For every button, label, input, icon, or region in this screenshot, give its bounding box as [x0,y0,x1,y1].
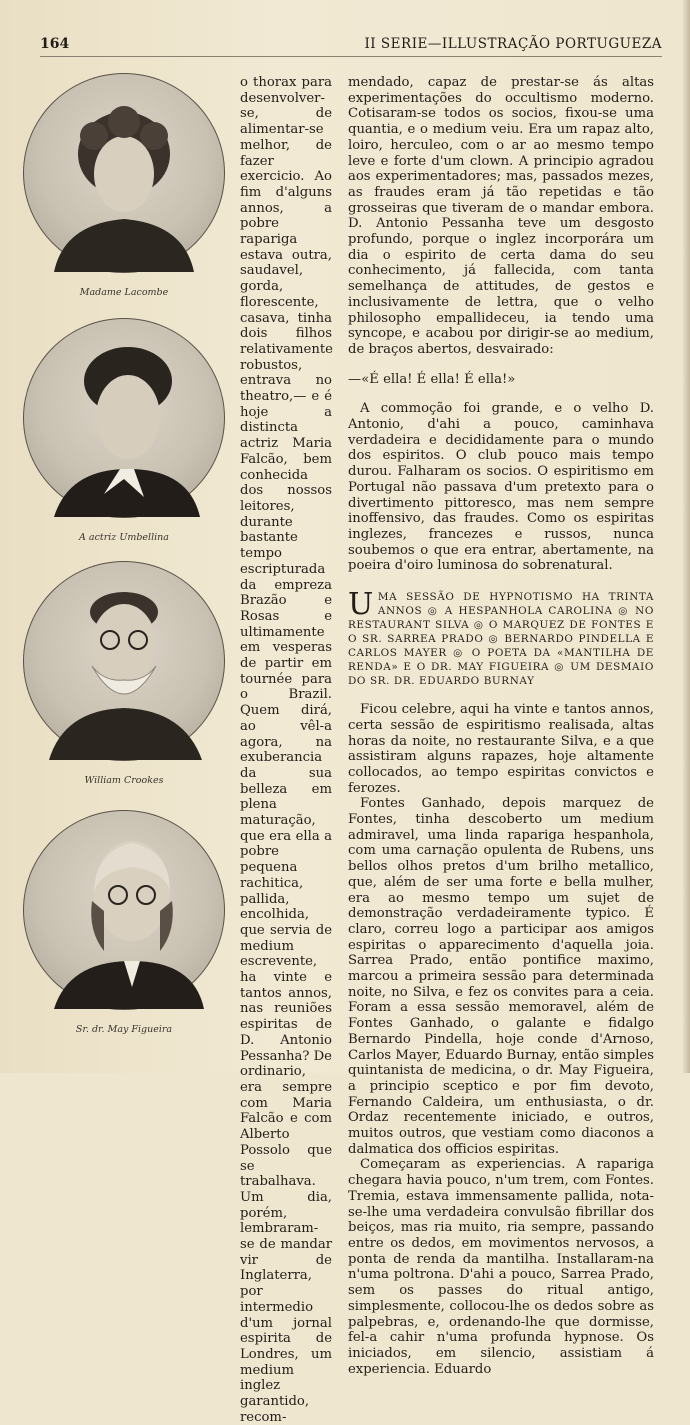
paragraph: Começaram as experiencias. A rapariga chegara havia pouco, n'um trem, com Fontes. Tremia, estava immensamente pallida, nota-se-lhe uma verdadeira convulsão fibrillar dos beiços, mas ria muito, ria sempre, passando entre os dedos, em movimentos nervosos, a ponta de renda da mantilha. Installaram-na n'uma poltrona. D'ahi a pouco, Sarrea Prado, sem os passes do ritual antigo, simplesmente, collocou-lhe os dedos sobre as palpebras, e, ordenando-lhe que dormisse, fel-a cahir n'uma profunda hypnose. Os iniciados, em silencio, assistiam á experiencia. Eduardo [348,1157,654,1377]
portrait-woman-curly-hair-icon [23,73,225,273]
paragraph: mendado, capaz de prestar-se ás altas experimentações do occultismo moderno. Cotisaram-se todos os socios, fixou-se uma quantia, e o medium veiu. Era um rapaz alto, loiro, herculeo, com o ar ao mesmo tempo leve e forte d'um clown. A principio agradou aos experimentadores; mas, passados mezes, as fraudes eram já tão repetidas e tão grosseiras que tiveram de o mandar embora. D. Antonio Pessanha teve um desgosto profundo, porque o inglez incorporára um dia o espirito de certa dama do seu conhecimento, já fallecida, com tanta semelhança de attitudes, de gestos e inclusivamente de lettra, que o velho philosopho empallideceu, ia tendo uma syncope, e acabou por dirigir-se ao medium, de braços abertos, desvairado: [348,75,654,357]
quotation: —«É ella! É ella! É ella!» [348,371,516,387]
page-spine-shadow [682,0,690,1073]
section-summary [348,587,654,688]
portrait-madame-lacombe [22,73,226,298]
page-number: 164 [40,36,70,52]
narrow-column-text: o thorax para desenvolver-se, de alimentar-se melhor, de fazer exercicio. Ao fim d'alguns annos, a pobre rapariga estava outra, saudavel, gorda, florescente, casava, tinha dois filhos relativamente robustos, entrava no theatro,— e é hoje a distincta actriz Maria Falcão, bem conhecida dos nossos leitores, durante bastante tempo escripturada da empreza Brazão e Rosas e ultimamente em vesperas de partir em tournée para o Brazil. Quem dirá, ao vêl-a agora, na exuberancia da sua belleza em plena maturação, que era ella a pobre pequena rachitica, pallida, encolhida, que servia de medium escrevente, ha vinte e tantos annos, nas reuniões espiritas de D. Antonio Pessanha? De ordinario, era sempre com Maria Falcão e com Alberto Possolo que se trabalhava. Um dia, porém, lembraram-se de mandar vir de Inglaterra, por intermedio d'um jornal espirita de Londres, um medium inglez garantido, recom- [240,75,333,1425]
paragraph: Ficou celebre, aqui ha vinte e tantos annos, certa sessão de espiritismo realisada, altas horas da noite, no restaurante Silva, e a que assistiram alguns rapazes, hoje altamente collocados, ao tempo espiritas convictos e ferozes. [348,702,654,796]
portrait-caption: A actriz Umbellina [79,532,169,543]
summary-text: MA SESSÃO DE HYPNOTISMO HA TRINTA ANNOS ◎ A HESPANHOLA CAROLINA ◎ NO RESTAURANT SILVA ◎ O MARQUEZ DE FONTES E O SR. SARREA PRADO ◎ BERNARDO PINDELLA E CARLOS MAYER ◎ O POETA DA «MANTILHA DE RENDA» E O DR. MAY FIGUEIRA ◎ UM DESMAIO DO SR. DR. EDUARDO BURNAY [348,591,654,688]
portrait-caption: Madame Lacombe [79,287,169,298]
portrait-woman-bow-icon [23,318,225,518]
narrow-text-column [240,75,332,1425]
page-header [40,32,662,57]
portrait-caption: Sr. dr. May Figueira [75,1024,173,1035]
portrait-man-beard-glasses-icon [23,561,225,761]
portrait-caption: William Crookes [84,775,164,786]
portrait-may-figueira [22,810,226,1035]
running-title: II SERIE—ILLUSTRAÇÃO PORTUGUEZA [364,36,662,52]
portrait-actriz-umbellina [22,318,226,543]
paragraph: A commoção foi grande, e o velho D. Antonio, d'ahi a pouco, caminhava verdadeira e decididamente para o mundo dos espiritos. O club pouco mais tempo durou. Falharam os socios. O espiritismo em Portugal não passava d'um pretexto para o divertimento pittoresco, mas nem sempre inoffensivo, das fraudes. Como os espiritas inglezes, francezes e russos, nunca soubemos o que era entrar, abertamente, na poeira d'oiro luminosa do sobrenatural. [348,401,654,574]
portrait-william-crookes [22,561,226,786]
portrait-bald-man-glasses-icon [23,810,225,1010]
main-text-column [348,75,654,1377]
paragraph: Fontes Ganhado, depois marquez de Fontes, tinha descoberto um medium admiravel, uma linda rapariga hespanhola, com uma carnação opulenta de Rubens, uns bellos olhos pretos d'um brilho metallico, que, além de ser uma forte e bella mulher, era ao mesmo tempo um sujet de demonstração verdadeiramente typico. É claro, correu logo a participar aos amigos espiritas o apparecimento d'aquella joia. Sarrea Prado, então pontifice maximo, marcou a primeira sessão para determinada noite, no Silva, e fez os convites para a ceia. Foram a essa sessão memoravel, além de Fontes Ganhado, o galante e fidalgo Bernardo Pindella, hoje conde d'Arnoso, Carlos Mayer, Eduardo Burnay, então simples quintanista de medicina, o dr. May Figueira, a principio sceptico e por fim devoto, Fernando Caldeira, um enthusiasta, o dr. Ordaz recentemente iniciado, e outros, muitos outros, que vestiam como diaconos a dalmatica dos officios espiritas. [348,796,654,1157]
drop-cap: U [348,587,374,623]
